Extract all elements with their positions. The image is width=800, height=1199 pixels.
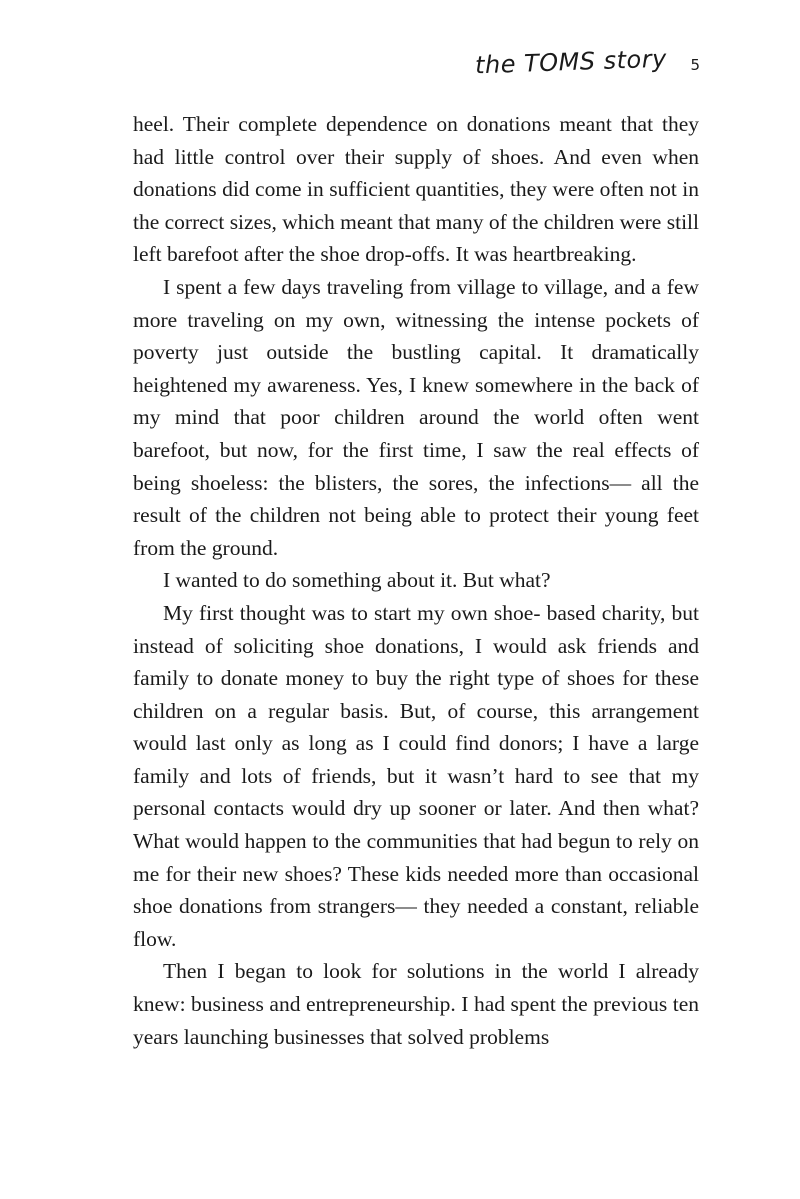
paragraph-continued: heel. Their complete dependence on donations meant that they had little control over their supply of shoes. And even when donations did come in sufficient quantities, they were often not in the correct sizes, which meant that many of the children were still left barefoot after the shoe drop-offs. It was heartbreaking. <box>133 112 699 267</box>
page-number: 5 <box>690 56 700 74</box>
running-title: the TOMS story <box>474 44 667 80</box>
paragraph: My first thought was to start my own shoe- based charity, but instead of soliciting shoe donations, I would ask friends and family to donate money to buy the right type of shoes for these children on a regular basis. But, of course, this arrangement would last only as long as I could find donors; I have a large family and lots of friends, but it wasn’t hard to see that my personal contacts would dry up sooner or later. And then what? What would happen to the communities that had begun to rely on me for their new shoes? These kids needed more than occasional shoe donations from strangers— they needed a constant, reliable flow. <box>133 600 699 951</box>
paragraph: Then I began to look for solutions in the world I already knew: business and entrepreneurship. I had spent the previous ten years launching businesses that solved problems <box>133 959 699 1049</box>
paragraph: I spent a few days traveling from village to village, and a few more traveling on my own, witnessing the intense pockets of poverty just outside the bustling capital. It dramatically heightened my awareness. Yes, I knew somewhere in the back of my mind that poor children around the world often went barefoot, but now, for the first time, I saw the real effects of being shoeless: the blisters, the sores, the infections— all the result of the children not being able to protect their young feet from the ground. <box>133 274 699 560</box>
body-text <box>133 108 699 1053</box>
paragraph: I wanted to do something about it. But what? <box>163 568 551 593</box>
running-head <box>474 44 700 80</box>
